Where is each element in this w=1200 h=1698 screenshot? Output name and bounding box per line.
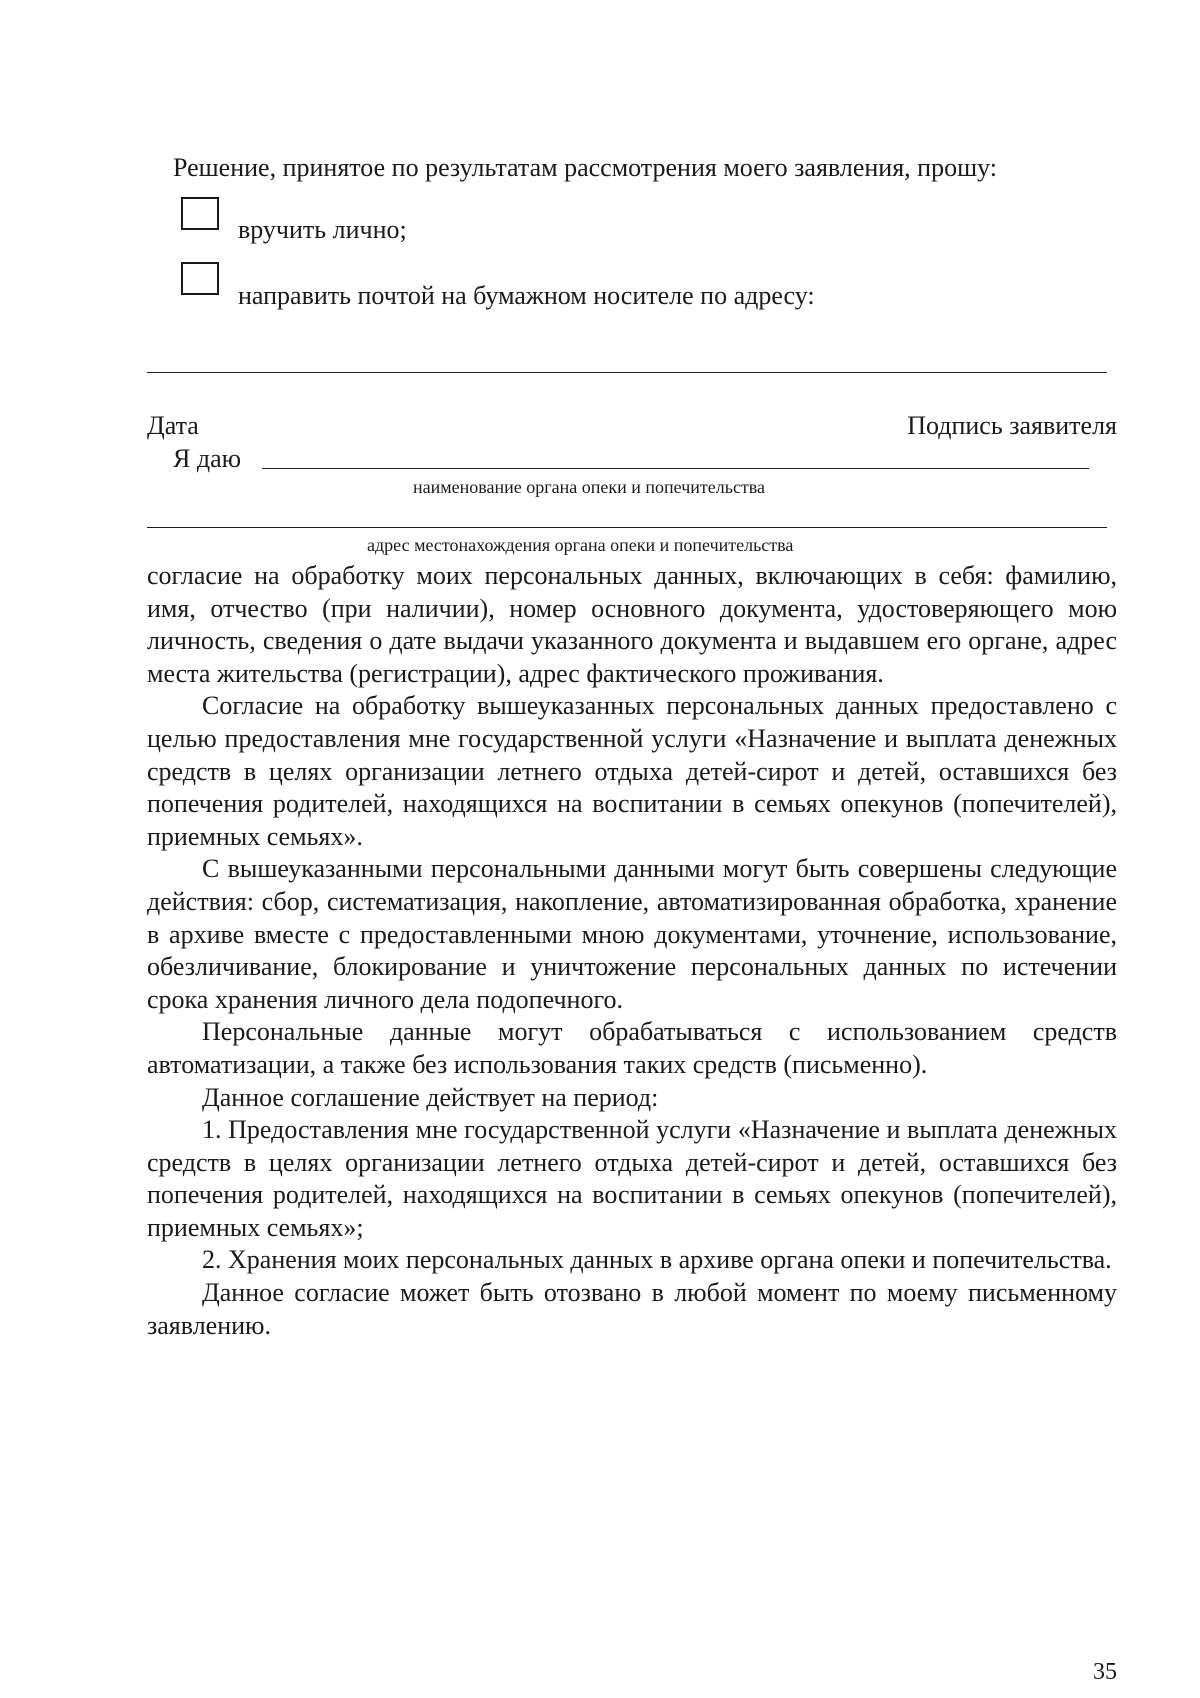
authority-name-line[interactable]: [262, 468, 1089, 469]
send-by-mail-label: направить почтой на бумажном носителе по адресу:: [238, 281, 815, 310]
decision-intro-text: Решение, принятое по результатам рассмотрения моего заявления, прошу:: [173, 153, 997, 182]
mail-address-line[interactable]: [147, 372, 1107, 373]
consent-paragraph: 2. Хранения моих персональных данных в архиве органа опеки и попечительства.: [202, 1245, 1112, 1275]
consent-paragraph: Данное согласие может быть отозвано в любой момент по моему письменному заявлению.: [147, 1278, 1117, 1340]
applicant-signature-label: Подпись заявителя: [907, 411, 1117, 440]
page-number: 35: [1093, 1659, 1117, 1685]
authority-address-line[interactable]: [147, 527, 1107, 528]
consent-paragraph: 1. Предоставления мне государственной услуги «Назначение и выплата денежных средств в целях организации летнего отдыха детей-сирот и детей, оставшихся без попечения родителей, находящихся на воспитании в семьях опекунов (попечителей), приемных семьях»;: [147, 1115, 1117, 1242]
authority-address-caption: адрес местонахождения органа опеки и попечительства: [367, 535, 794, 555]
consent-paragraph: Согласие на обработку вышеуказанных персональных данных предоставлено с целью предоставления мне государственной услуги «Назначение и выплата денежных средств в целях организации летнего отдыха детей-сирот и детей, оставшихся без попечения родителей, находящихся на воспитании в семьях опекунов (попечителей), приемных семьях».: [147, 691, 1117, 851]
deliver-in-person-label: вручить лично;: [238, 215, 407, 244]
deliver-in-person-checkbox[interactable]: [181, 197, 219, 230]
consent-prefix: Я даю: [173, 444, 242, 473]
send-by-mail-checkbox[interactable]: [181, 262, 219, 295]
consent-paragraph: Данное соглашение действует на период:: [202, 1082, 659, 1112]
consent-paragraph: согласие на обработку моих персональных данных, включающих в себя: фамилию, имя, отчество (при наличии), номер основного документа, удостоверяющего мою личность, сведения о дате выдачи указанного документа и выдавшем его органе, адрес места жительства (регистрации), адрес фактического проживания.: [147, 561, 1117, 688]
authority-name-caption: наименование органа опеки и попечительства: [413, 477, 766, 497]
consent-paragraph: С вышеуказанными персональными данными могут быть совершены следующие действия: сбор, систематизация, накопление, автоматизированная обработка, хранение в архиве вместе с предоставленными мною документами, уточнение, использование, обезличивание, блокирование и уничтожение персональных данных по истечении срока хранения личного дела подопечного.: [147, 854, 1117, 1014]
date-label: Дата: [147, 411, 199, 440]
consent-body: [147, 560, 1117, 1342]
consent-paragraph: Персональные данные могут обрабатываться с использованием средств автоматизации, а также без использования таких средств (письменно).: [147, 1017, 1117, 1079]
